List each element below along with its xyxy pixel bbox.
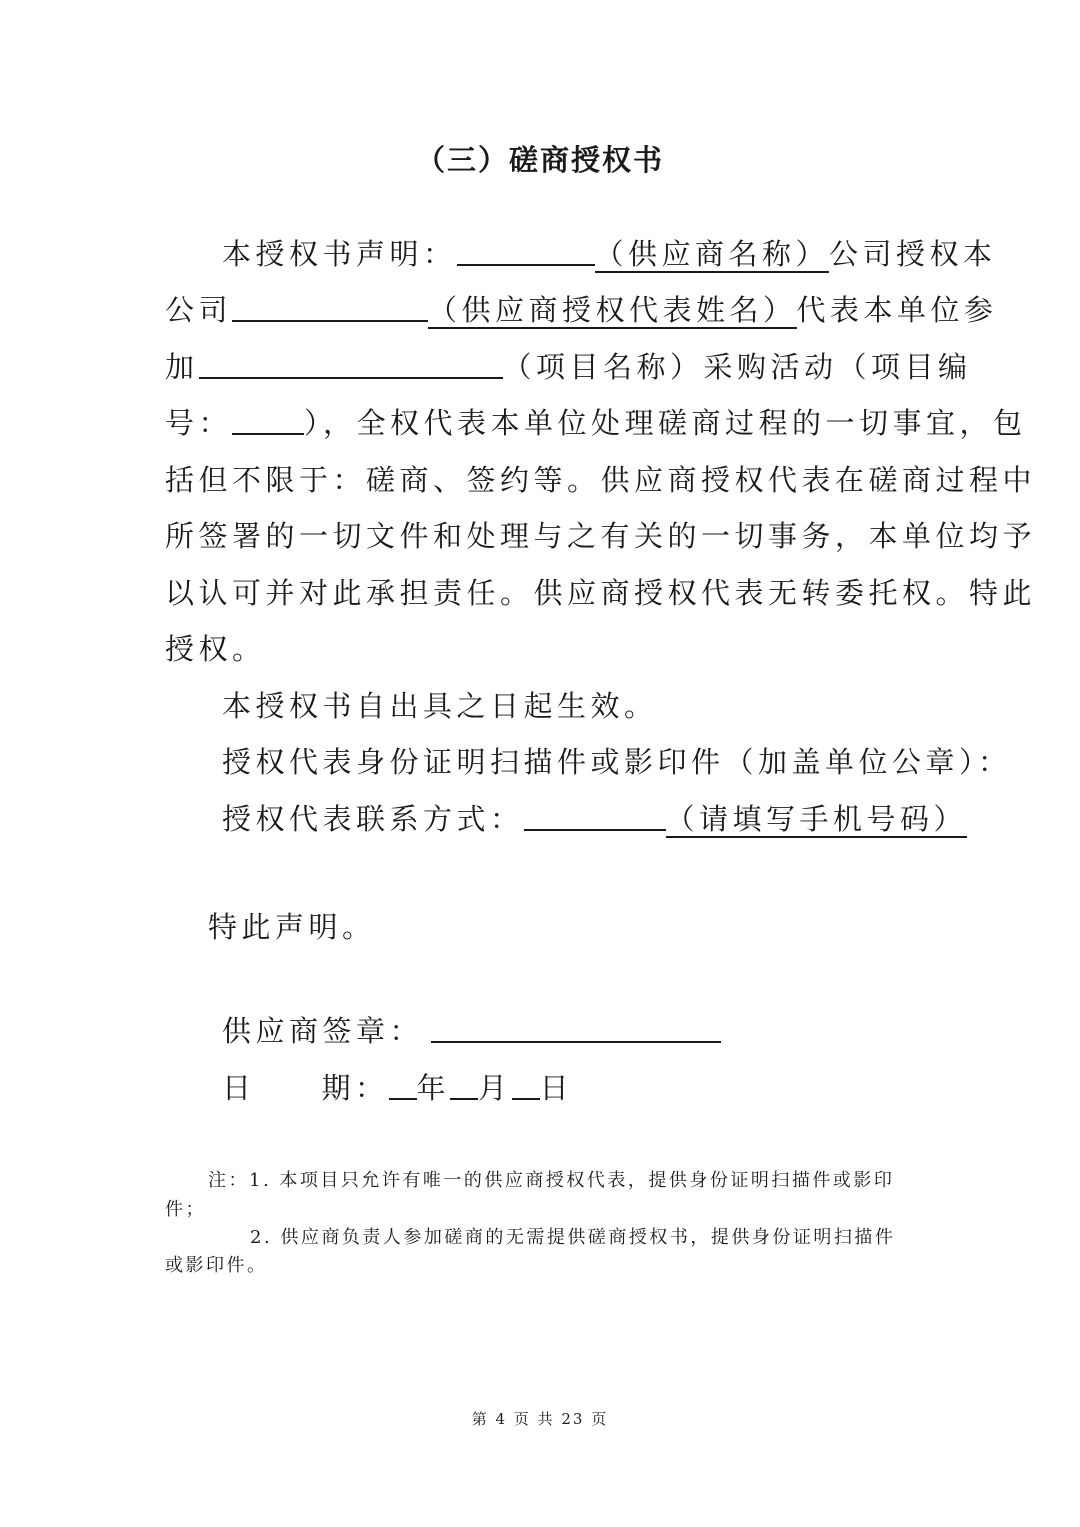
auth-line-3-head: 加: [165, 350, 199, 384]
auth-line-8: 授权。: [165, 632, 266, 666]
auth-line-3-tail: （项目名称）采购活动（项目编: [502, 350, 972, 384]
year-blank[interactable]: [389, 1070, 417, 1100]
auth-line-2: [165, 290, 998, 330]
supplier-seal-line: [222, 1011, 982, 1051]
declaration: 特此声明。: [208, 910, 376, 944]
date-label: 期：: [321, 1071, 389, 1105]
note-2-continued: 或影印件。: [165, 1255, 268, 1276]
supplier-seal-blank[interactable]: [431, 1013, 721, 1043]
project-number-blank[interactable]: [232, 405, 304, 435]
representative-name-blank[interactable]: [232, 292, 428, 322]
auth-line-4-tail: ），全权代表本单位处理磋商过程的一切事宜，包: [304, 406, 1027, 440]
day-blank[interactable]: [512, 1070, 540, 1100]
supplier-name-blank[interactable]: [457, 236, 595, 266]
auth-statement-label: 本授权书声明：: [222, 237, 457, 271]
page-number: 第 4 页 共 23 页: [471, 1410, 609, 1428]
auth-line-2-head: 公司: [165, 293, 233, 327]
note-1: 注：1. 本项目只允许有唯一的供应商授权代表，提供身份证明扫描件或影印: [208, 1170, 895, 1191]
auth-line-7: 以认可并对此承担责任。供应商授权代表无转委托权。特此: [165, 576, 1037, 610]
supplier-name-hint: （供应商名称）: [594, 237, 830, 271]
auth-line-4: [165, 403, 1027, 443]
day-label: 日: [539, 1071, 574, 1105]
auth-line-6: 所签署的一切文件和处理与之有关的一切事务，本单位均予: [165, 519, 1037, 553]
project-number-label: 号：: [165, 406, 233, 440]
note-2: 2. 供应商负责人参加磋商的无需提供磋商授权书，提供身份证明扫描件: [250, 1227, 896, 1248]
month-blank[interactable]: [450, 1070, 478, 1100]
month-label: 月: [478, 1071, 512, 1105]
date-label-day: 日: [222, 1071, 256, 1105]
phone-hint: （请填写手机号码）: [665, 802, 968, 836]
project-name-blank[interactable]: [199, 349, 503, 379]
id-copy-statement: 授权代表身份证明扫描件或影印件（加盖单位公章）：: [222, 745, 1012, 779]
auth-line-1-tail: 公司授权本: [829, 237, 997, 271]
date-line: [222, 1068, 982, 1108]
auth-line-3: [165, 347, 972, 387]
auth-line-2-tail: 代表本单位参: [796, 293, 998, 327]
phone-blank[interactable]: [524, 801, 666, 831]
document-title: （三）磋商授权书: [415, 143, 664, 177]
contact-line: [222, 799, 982, 839]
supplier-seal-label: 供应商签章：: [222, 1014, 424, 1048]
contact-label: 授权代表联系方式：: [222, 802, 524, 836]
effective-statement: 本授权书自出具之日起生效。: [222, 689, 658, 723]
note-1-continued: 件；: [165, 1199, 206, 1220]
representative-name-hint: （供应商授权代表姓名）: [428, 293, 797, 327]
auth-line-1: [222, 234, 997, 274]
auth-line-5: 括但不限于：磋商、签约等。供应商授权代表在磋商过程中: [165, 463, 1037, 497]
year-label: 年: [416, 1071, 451, 1105]
